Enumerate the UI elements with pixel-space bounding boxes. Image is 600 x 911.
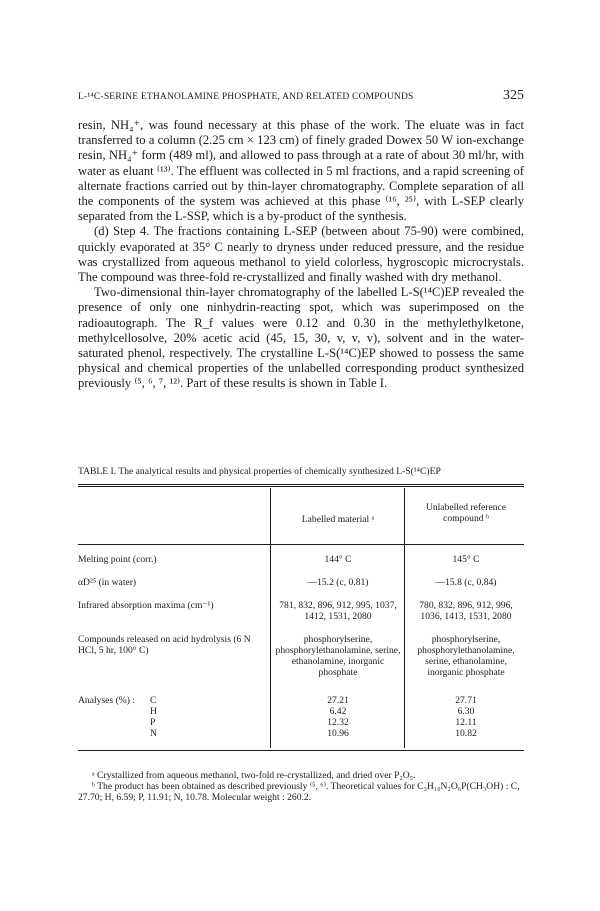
cell-unlabelled: 12.11	[455, 717, 477, 728]
cell-labelled: —15.2 (c, 0.81)	[307, 577, 369, 588]
cell-unlabelled: —15.8 (c, 0.84)	[435, 577, 497, 588]
analysis-element: C	[150, 695, 157, 706]
cell-labelled: 781, 832, 896, 912, 995, 1037, 1412, 1531, 2080	[279, 600, 397, 622]
analysis-element: P	[150, 717, 156, 728]
cell-unlabelled: 6.30	[457, 706, 475, 717]
cell-labelled: 27.21	[327, 695, 349, 706]
column-header-unlabelled: Unlabelled reference compound ᵇ	[425, 502, 507, 524]
footnote-a: ᵃ Crystallized from aqueous methanol, two-fold re-crystallized, and dried over P₂O₅.	[92, 770, 416, 781]
row-label: Compounds released on acid hydrolysis (6 N HCl, 5 hr, 100° C)	[78, 634, 251, 656]
column-divider	[270, 488, 271, 748]
table-bottom-rule	[78, 750, 524, 751]
table-top-rule	[78, 484, 524, 487]
running-header	[78, 88, 524, 103]
paragraph: (d) Step 4. The fractions containing L-SEP (between about 75-90) were combined, quickly evaporated at 35° C nearly to dryness under reduced pressure, and the residue was crystallized from aqueous methanol to yield colorless, hygroscopic microcrystals. The compound was three-fold re-crystallized and finally washed with dry methanol.	[78, 224, 524, 285]
row-label: αD²⁵ (in water)	[78, 577, 137, 588]
cell-unlabelled: phosphorylserine, phosphorylethanolamine, serine, ethanolamine, inorganic phosphate	[417, 634, 515, 678]
column-divider	[404, 488, 405, 748]
footnote-b: ᵇ The product has been obtained as described previously ⁽⁵, ⁶⁾. Theoretical values for C₃H₁₀N₂O₆P(CH₃OH) : C, 27.70; H, 6.59; P, 11.91; N, 10.78. Molecular weight : 260.2.	[78, 781, 520, 803]
page-number: 325	[503, 88, 524, 103]
cell-labelled: 6.42	[329, 706, 347, 717]
row-label: Infrared absorption maxima (cm⁻¹)	[78, 600, 214, 611]
running-title: L-¹⁴C-SERINE ETHANOLAMINE PHOSPHATE, AND RELATED COMPOUNDS	[78, 92, 414, 102]
cell-labelled: 144° C	[324, 554, 352, 565]
table-caption: TABLE I. The analytical results and physical properties of chemically synthesized L-S(¹⁴C)EP	[78, 466, 441, 477]
cell-unlabelled: 780, 832, 896, 912, 996, 1036, 1413, 1531, 2080	[419, 600, 513, 622]
row-label: Melting point (corr.)	[78, 554, 157, 565]
cell-labelled: 10.96	[327, 728, 349, 739]
paragraph: Two-dimensional thin-layer chromatography of the labelled L-S(¹⁴C)EP revealed the presence of only one ninhydrin-reacting spot, which was superimposed on the radioautograph. The R_f values were 0.12 and 0.30 in the methylethylketone, methylcellosolve, 20% acetic acid (45, 15, 30, v, v, v), solvent and in the water-saturated phenol, respectively. The crystalline L-S(¹⁴C)EP showed to possess the same physical and chemical properties of the unlabelled corresponding product synthesized previously ⁽⁵, ⁶, ⁷, ¹²⁾. Part of these results is shown in Table I.	[78, 285, 524, 391]
column-header-labelled: Labelled material ᵃ	[301, 514, 375, 525]
cell-unlabelled: 145° C	[452, 554, 480, 565]
analysis-element: H	[150, 706, 157, 717]
paragraph: resin, NH₄⁺, was found necessary at this phase of the work. The eluate was in fact transferred to a column (2.25 cm × 123 cm) of finely graded Dowex 50 W ion-exchange resin, NH₄⁺ form (489 ml), and allowed to pass through at a rate of about 30 ml/hr, with water as eluant ⁽¹³⁾. The effluent was collected in 5 ml fractions, and a rapid screening of alternate fractions carried out by thin-layer chromatography. Complete separation of all the components of the system was achieved at this phase ⁽¹⁶, ²⁵⁾, with L-SEP clearly separated from the L-SSP, which is a by-product of the synthesis.	[78, 118, 524, 224]
analysis-element: N	[150, 728, 157, 739]
cell-labelled: phosphorylserine, phosphorylethanolamine, serine, ethanolamine, inorganic phosphate	[275, 634, 401, 678]
cell-labelled: 12.32	[327, 717, 349, 728]
header-rule	[78, 544, 524, 545]
cell-unlabelled: 27.71	[455, 695, 477, 706]
body-text	[78, 118, 524, 392]
analyses-label: Analyses (%) :	[78, 695, 136, 706]
table-footnotes	[78, 770, 524, 803]
cell-unlabelled: 10.82	[455, 728, 477, 739]
